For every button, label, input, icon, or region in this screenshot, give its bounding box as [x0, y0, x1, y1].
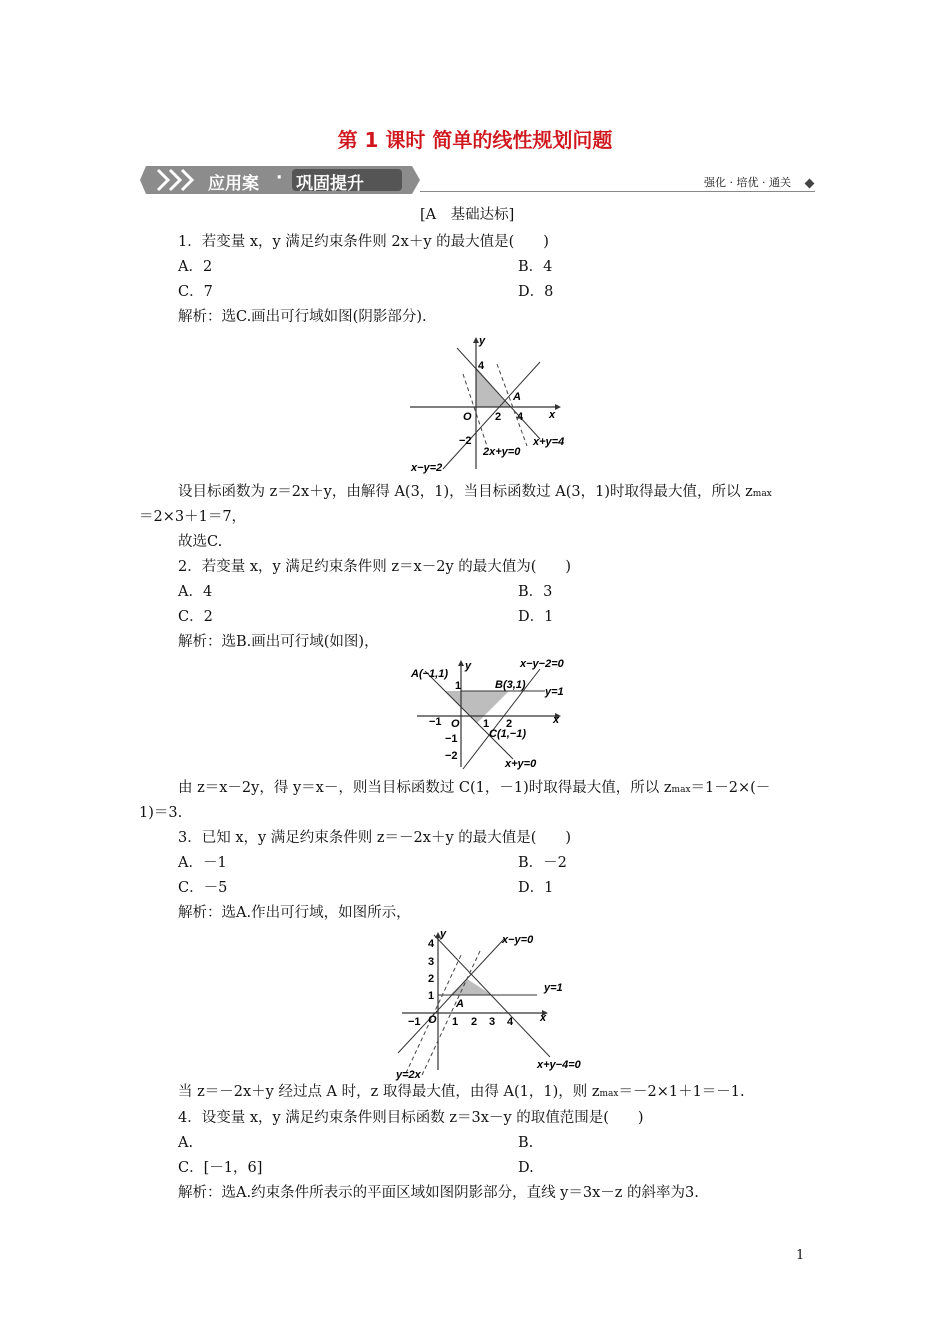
q1-tick-x4: 4	[517, 411, 524, 423]
q4-option-c: C．[－1，6]	[178, 1160, 263, 1176]
q4-option-d: D.	[518, 1160, 534, 1176]
q2-point-a: A(−1,1)	[411, 668, 448, 680]
q3-label-line1: x−y=0	[502, 934, 534, 946]
q1-option-b: B．4	[518, 259, 553, 275]
q3-figure	[392, 925, 592, 1081]
banner-label-right: 巩固提升	[296, 174, 364, 194]
q3-tick-x1: 1	[452, 1016, 459, 1028]
q3-y-label: y	[440, 928, 447, 940]
q2-origin: O	[451, 718, 460, 730]
q2-option-c: C．2	[178, 609, 213, 625]
q2-option-d: D．1	[518, 609, 554, 625]
q1-tick-y4: 4	[478, 360, 485, 372]
q3-analysis: 解析：选A.作出可行域，如图所示，	[178, 905, 411, 921]
banner-label-left: 应用案	[208, 174, 259, 194]
section-label: [A 基础达标]	[420, 207, 515, 223]
q2-x-label: x	[553, 714, 560, 726]
q1-line-x-plus-y-4	[457, 348, 540, 439]
q2-tick-x1: 1	[483, 718, 490, 730]
q1-figure	[405, 334, 565, 476]
banner-dot: ·	[276, 168, 283, 188]
q2-tick-x-minus1: −1	[429, 716, 442, 728]
q2-figure	[405, 655, 580, 775]
q2-stem: 2．若变量 x，y 满足约束条件则 z＝x－2y 的最大值为( )	[178, 559, 572, 575]
q1-stem: 1．若变量 x，y 满足约束条件则 2x＋y 的最大值是( )	[178, 234, 549, 250]
q3-label-line4: y=2x	[396, 1069, 421, 1081]
q3-x-label: x	[540, 1012, 547, 1024]
q1-option-d: D．8	[518, 284, 554, 300]
q1-label-line3: x−y=2	[411, 462, 443, 474]
q3-origin: O	[428, 1014, 437, 1026]
q3-option-d: D．1	[518, 880, 554, 896]
q3-solution-line1: 当 z＝－2x＋y 经过点 A 时，z 取得最大值，由得 A(1，1)，则 zmax＝－2×1＋1＝－1.	[178, 1084, 745, 1100]
q4-option-b: B.	[518, 1135, 534, 1151]
q3-feasible-region	[450, 979, 492, 995]
banner-tag: 强化 · 培优 · 通关	[704, 176, 791, 189]
q2-tick-x2: 2	[506, 718, 513, 730]
q3-option-c: C．－5	[178, 880, 228, 896]
q2-point-c: C(1,−1)	[489, 728, 526, 740]
q2-y-label: y	[465, 660, 472, 672]
q3-option-a: A．－1	[178, 855, 227, 871]
q3-tick-x4: 4	[507, 1016, 514, 1028]
q1-point-a: A	[513, 391, 521, 403]
q3-tick-y4: 4	[428, 938, 435, 950]
q4-analysis: 解析：选A.约束条件所表示的平面区域如图阴影部分，直线 y＝3x－z 的斜率为3.	[178, 1185, 699, 1201]
q2-point-b: B(3,1)	[495, 679, 526, 691]
banner-rule	[420, 191, 815, 192]
q1-origin: O	[463, 411, 472, 423]
q3-tick-x-minus1: −1	[408, 1016, 421, 1028]
q3-tick-y1: 1	[428, 990, 435, 1002]
q1-option-c: C．7	[178, 284, 213, 300]
q2-label-line2: y=1	[545, 686, 564, 698]
q3-tick-y3: 3	[428, 956, 435, 968]
banner-shape	[140, 166, 425, 194]
q3-label-line2: y=1	[544, 982, 563, 994]
q2-tick-y-minus2: −2	[445, 750, 458, 762]
q2-analysis: 解析：选B.画出可行域(如图)，	[178, 634, 379, 650]
q2-solution-line2: 1)＝3.	[139, 805, 183, 821]
q4-option-a: A.	[178, 1135, 194, 1151]
q1-tick-x2: 2	[495, 411, 502, 423]
q1-solution-line1: 设目标函数为 z＝2x＋y，由解得 A(3，1)，当目标函数过 A(3，1)时取得最大值，所以 zmax	[178, 484, 772, 500]
q2-tick-y1: 1	[455, 680, 462, 692]
q3-label-line3: x+y−4=0	[537, 1059, 581, 1071]
q1-label-line2: 2x+y=0	[483, 446, 521, 458]
q1-y-label: y	[479, 335, 486, 347]
q2-tick-y-minus1: −1	[445, 733, 458, 745]
q1-x-label: x	[549, 409, 556, 421]
q3-tick-y2: 2	[428, 973, 435, 985]
diamond-icon	[805, 179, 815, 189]
q1-label-line1: x+y=4	[533, 436, 565, 448]
q3-tick-x3: 3	[489, 1016, 496, 1028]
q3-line-x-minus-y-0	[398, 939, 504, 1053]
q2-option-b: B．3	[518, 584, 553, 600]
q1-tick-y-minus2: −2	[459, 435, 472, 447]
q4-stem: 4．设变量 x，y 满足约束条件则目标函数 z＝3x－y 的取值范围是( )	[178, 1110, 644, 1126]
q1-solution-line3: 故选C.	[178, 534, 223, 550]
page-title: 第 1 课时 简单的线性规划问题	[337, 128, 613, 152]
q1-analysis: 解析：选C.画出可行域如图(阴影部分).	[178, 309, 427, 325]
q3-point-a: A	[456, 998, 464, 1010]
q3-tick-x2: 2	[471, 1016, 478, 1028]
q1-option-a: A．2	[178, 259, 213, 275]
q2-option-a: A．4	[178, 584, 213, 600]
q2-label-line1: x−y−2=0	[520, 658, 564, 670]
page-number: 1	[796, 1248, 805, 1263]
q3-option-b: B．－2	[518, 855, 567, 871]
q3-stem: 3．已知 x，y 满足约束条件则 z＝－2x＋y 的最大值是( )	[178, 830, 572, 846]
q1-solution-line2: ＝2×3＋1＝7，	[139, 509, 247, 525]
section-banner	[140, 166, 815, 194]
q2-solution-line1: 由 z＝x－2y，得 y＝x－，则当目标函数过 C(1，－1)时取得最大值，所以 zmax＝1－2×(－	[178, 780, 771, 796]
q2-label-line3: x+y=0	[505, 758, 537, 770]
